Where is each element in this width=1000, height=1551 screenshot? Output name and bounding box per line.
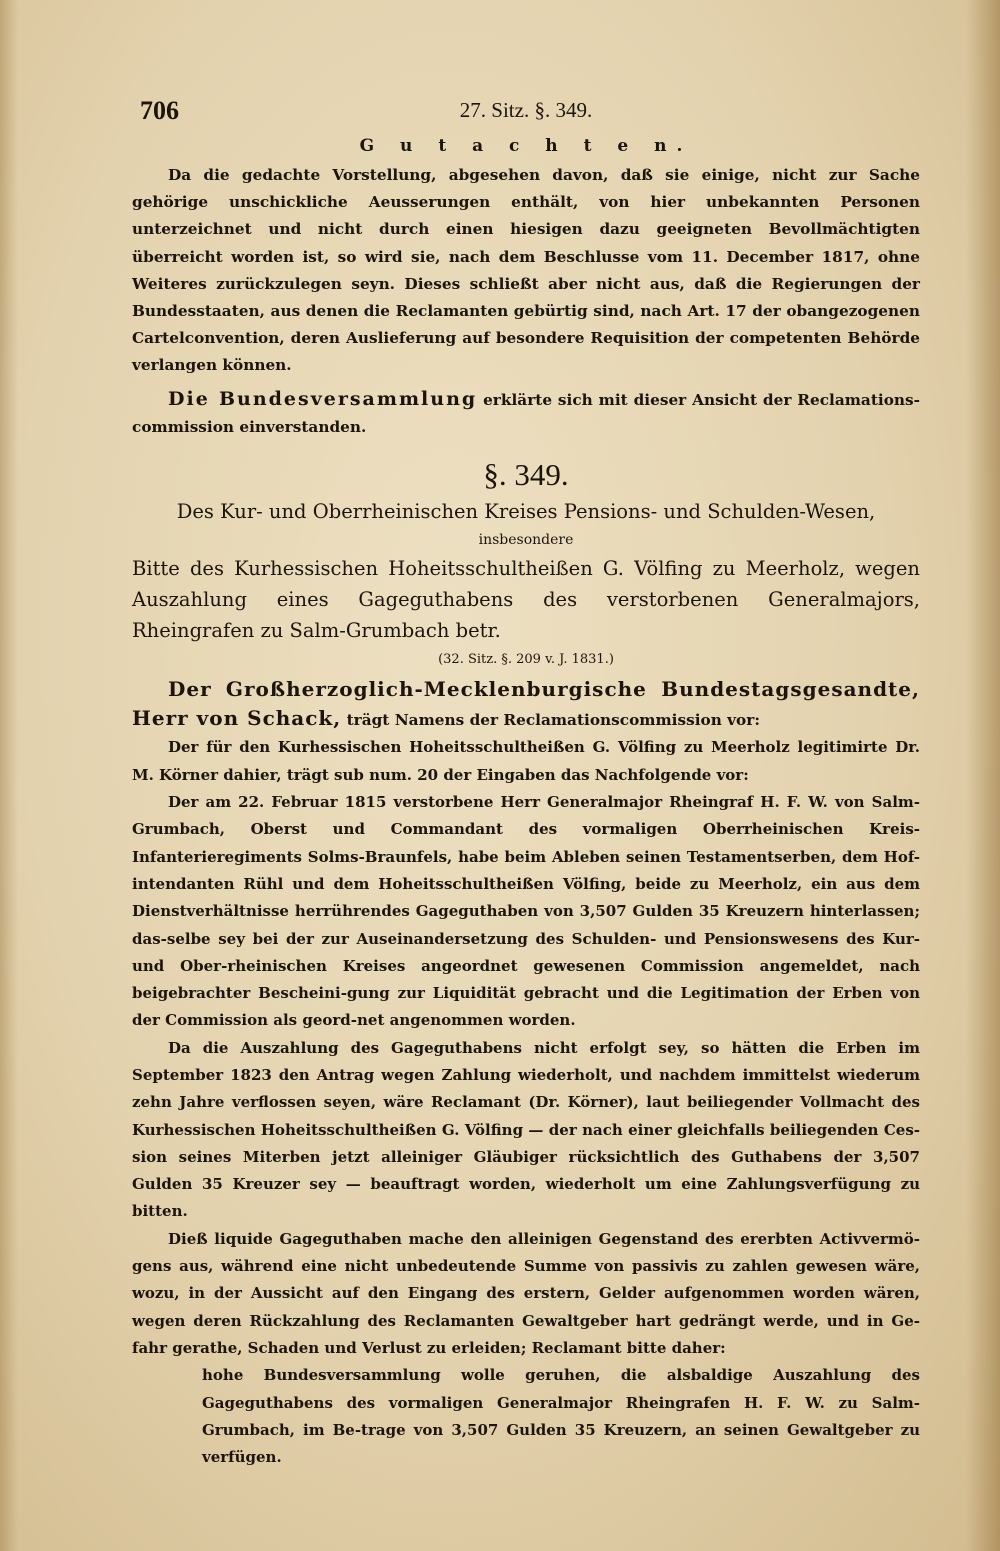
citation: (32. Sitz. §. 209 v. J. 1831.) — [438, 652, 614, 668]
body-paragraph-2: Der am 22. Februar 1815 verstorbene Herr Generalmajor Rheingraf H. F. W. von Salm-Grumbach, Oberst und Commandant des vormaligen Oberrheinischen Kreis-Infanterieregiments Solms-Braunfels, habe beim Ableben seinen Testamentserben, dem Hof-intendanten Rühl und dem Hoheitsschultheißen Völfing, beide zu Meerholz, ein aus dem Dienstverhältnisse herrührendes Gageguthaben von 3,507 Gulden 35 Kreuzern hinterlassen; das-selbe sey bei der zur Auseinandersetzung des Schulden- und Pensionswesens des Kur- und Ober-rheinischen Kreises angeordnet gewesenen Commission angemeldet, nach beigebrachter Bescheini-gung zur Liquidität gebracht und die Legitimation der Erben von der Commission als geord-net angenommen worden. — [132, 793, 920, 1030]
page-shadow-right — [966, 0, 1000, 1551]
petition-heading: Bitte des Kurhessischen Hoheitsschultheißen G. Völfing zu Meerholz, wegen Auszahlung eines Gageguthabens des verstorbenen Generalmajors, Rheingrafen zu Salm-Grumbach betr. — [132, 557, 920, 643]
section-number: §. 349. — [483, 457, 569, 493]
bundesversammlung-lead: Die Bundesversammlung — [168, 387, 478, 410]
resolution-paragraph — [132, 386, 920, 441]
insbesondere-label: insbesondere — [478, 532, 574, 549]
page-number: 706 — [140, 96, 179, 125]
running-head: 27. Sitz. §. 349. — [459, 98, 593, 122]
page-shadow-left — [0, 0, 18, 1551]
resolution-text: erklärte sich mit dieser Ansicht der Reclamations-commission einverstanden. — [132, 390, 921, 436]
body-paragraph-4: Dieß liquide Gageguthaben mache den alleinigen Gegenstand des ererbten Activvermö-gens aus, während eine nicht unbedeutende Summe von passivis zu zahlen gewesen wäre, wozu, in der Aussicht auf den Eingang des erstern, Gelder aufgenommen worden wären, wegen deren Rückzahlung des Reclamanten Gewaltgeber hart gedrängt werde, und in Ge-fahr gerathe, Schaden und Verlust zu erleiden; Reclamant bitte daher: — [132, 1229, 920, 1357]
gesandte-paragraph — [132, 676, 920, 734]
gutachten-paragraph: Da die gedachte Vorstellung, abgesehen davon, daß sie einige, nicht zur Sache gehörige unschickliche Aeusserungen enthält, von hier unbekannten Personen unterzeichnet und nicht durch einen hiesigen dazu geeigneten Bevollmächtigten überreicht worden ist, so wird sie, nach dem Beschlusse vom 11. December 1817, ohne Weiteres zurückzulegen seyn. Dieses schließt aber nicht aus, daß die Regierungen der Bundesstaaten, aus denen die Reclamanten gebürtig sind, nach Art. 17 der obangezogenen Cartelconvention, deren Auslieferung auf besondere Requisition der competenten Behörde verlangen können. — [132, 166, 920, 375]
gesandte-lead: Der Großherzoglich-Mecklenburgische Bundestagsgesandte, Herr von Schack, — [132, 677, 920, 731]
petition-request: hohe Bundesversammlung wolle geruhen, die alsbaldige Auszahlung des Gageguthabens des vormaligen Generalmajor Rheingrafen H. F. W. zu Salm-Grumbach, im Be-trage von 3,507 Gulden 35 Kreuzern, an seinen Gewaltgeber zu verfügen. — [202, 1366, 920, 1467]
gutachten-title: G u t a c h t e n. — [359, 136, 693, 156]
section-heading: Des Kur- und Oberrheinischen Kreises Pensions- und Schulden-Wesen, — [176, 500, 876, 524]
body-paragraph-1: Der für den Kurhessischen Hoheitsschultheißen G. Völfing zu Meerholz legitimirte Dr. M. Körner dahier, trägt sub num. 20 der Eingaben das Nachfolgende vor: — [132, 738, 920, 784]
page-header — [132, 96, 920, 126]
body-paragraph-3: Da die Auszahlung des Gageguthabens nicht erfolgt sey, so hätten die Erben im September 1823 den Antrag wegen Zahlung wiederholt, und nachdem immittelst wiederum zehn Jahre verflossen seyen, wäre Reclamant (Dr. Körner), laut beiliegender Vollmacht des Kurhessischen Hoheitsschultheißen G. Völfing — der nach einer gleichfalls beiliegenden Ces-sion seines Miterben jetzt alleiniger Gläubiger rücksichtlich des Guthabens der 3,507 Gulden 35 Kreuzer sey — beauftragt worden, wiederholt um eine Zahlungsverfügung zu bitten. — [132, 1038, 920, 1221]
text-block — [132, 96, 920, 1471]
gesandte-rest: trägt Namens der Reclamationscommission vor: — [346, 711, 760, 730]
